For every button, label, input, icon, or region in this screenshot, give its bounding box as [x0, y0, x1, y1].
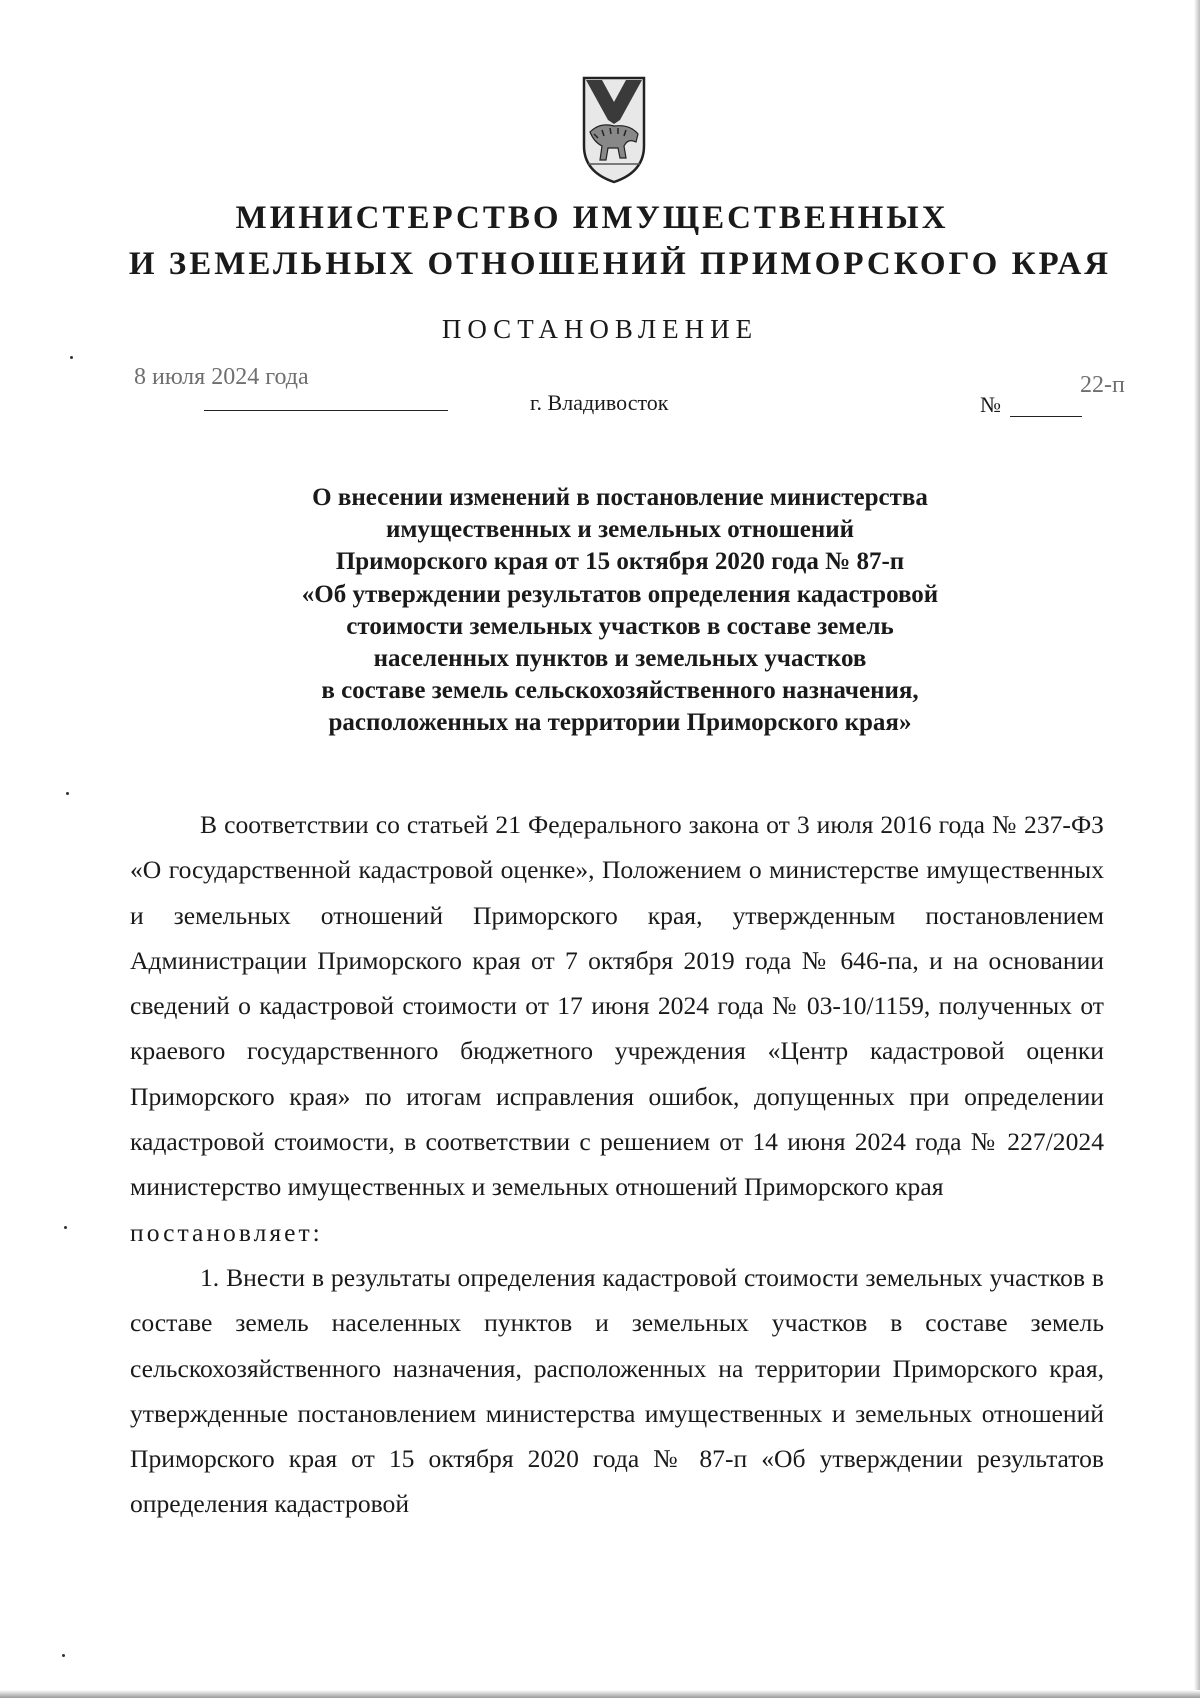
scan-speck — [64, 1226, 67, 1229]
document-date: 8 июля 2024 года — [134, 364, 309, 390]
title-line: О внесении изменений в постановление министерства — [312, 484, 928, 511]
title-line: населенных пунктов и земельных участков — [373, 645, 867, 673]
ministry-name-line2: И ЗЕМЕЛЬНЫХ ОТНОШЕНИЙ ПРИМОРСКОГО КРАЯ — [128, 246, 1112, 282]
number-underline — [1010, 416, 1082, 417]
number-label: № — [980, 392, 1001, 417]
scan-speck — [66, 792, 69, 795]
title-line: стоимости земельных участков в составе земель — [346, 612, 894, 640]
resolves-text: постановляет: — [130, 1217, 323, 1247]
body-paragraph — [130, 802, 1104, 1210]
clause-1-text: 1. Внести в результаты определения кадастровой стоимости земельных участков в составе земель населенных пунктов и земельных участков в составе земель сельскохозяйственного назначения, расположенных на территории Приморского края, утвержденные постановлением министерства имущественных и земельных отношений Приморского края от 15 октября 2020 года № 87-п «Об утверждении результатов определения кадастровой — [130, 1262, 1104, 1519]
title-line: Приморского края от 15 октября 2020 года № 87-п — [335, 548, 905, 576]
scan-edge-bottom — [0, 1690, 1200, 1698]
document-city: г. Владивосток — [530, 390, 669, 415]
resolves-line — [130, 1210, 1104, 1255]
document-number: 22-п — [1080, 372, 1125, 398]
document-type: ПОСТАНОВЛЕНИЕ — [441, 314, 759, 344]
title-line: в составе земель сельскохозяйственного назначения, — [321, 677, 919, 705]
title-line: расположенных на территории Приморского края» — [328, 709, 912, 737]
date-underline — [204, 410, 448, 411]
title-line: имущественных и земельных отношений — [385, 516, 855, 544]
document-body — [130, 802, 1104, 1527]
scan-speck — [62, 1654, 65, 1657]
coat-of-arms-icon — [580, 76, 648, 184]
ministry-name-line1: МИНИСТЕРСТВО ИМУЩЕСТВЕННЫХ — [235, 200, 949, 236]
scan-speck — [70, 356, 73, 359]
body-paragraph — [130, 1255, 1104, 1527]
document-title — [200, 482, 1040, 740]
title-line: «Об утверждении результатов определения кадастровой — [301, 580, 939, 608]
preamble-text: В соответствии со статьей 21 Федерального закона от 3 июля 2016 года № 237-ФЗ «О государственной кадастровой оценке», Положением о министерстве имущественных и земельных отношений Приморского края, утвержденным постановлением Администрации Приморского края от 7 октября 2019 года № 646-па, и на основании сведений о кадастровой стоимости от 17 июня 2024 года № 03-10/1159, полученных от краевого государственного бюджетного учреждения «Центр кадастровой оценки Приморского края» по итогам исправления ошибок, допущенных при определении кадастровой стоимости, в соответствии с решением от 14 июня 2024 года № 227/2024 министерство имущественных и земельных отношений Приморского края — [130, 810, 1104, 1202]
